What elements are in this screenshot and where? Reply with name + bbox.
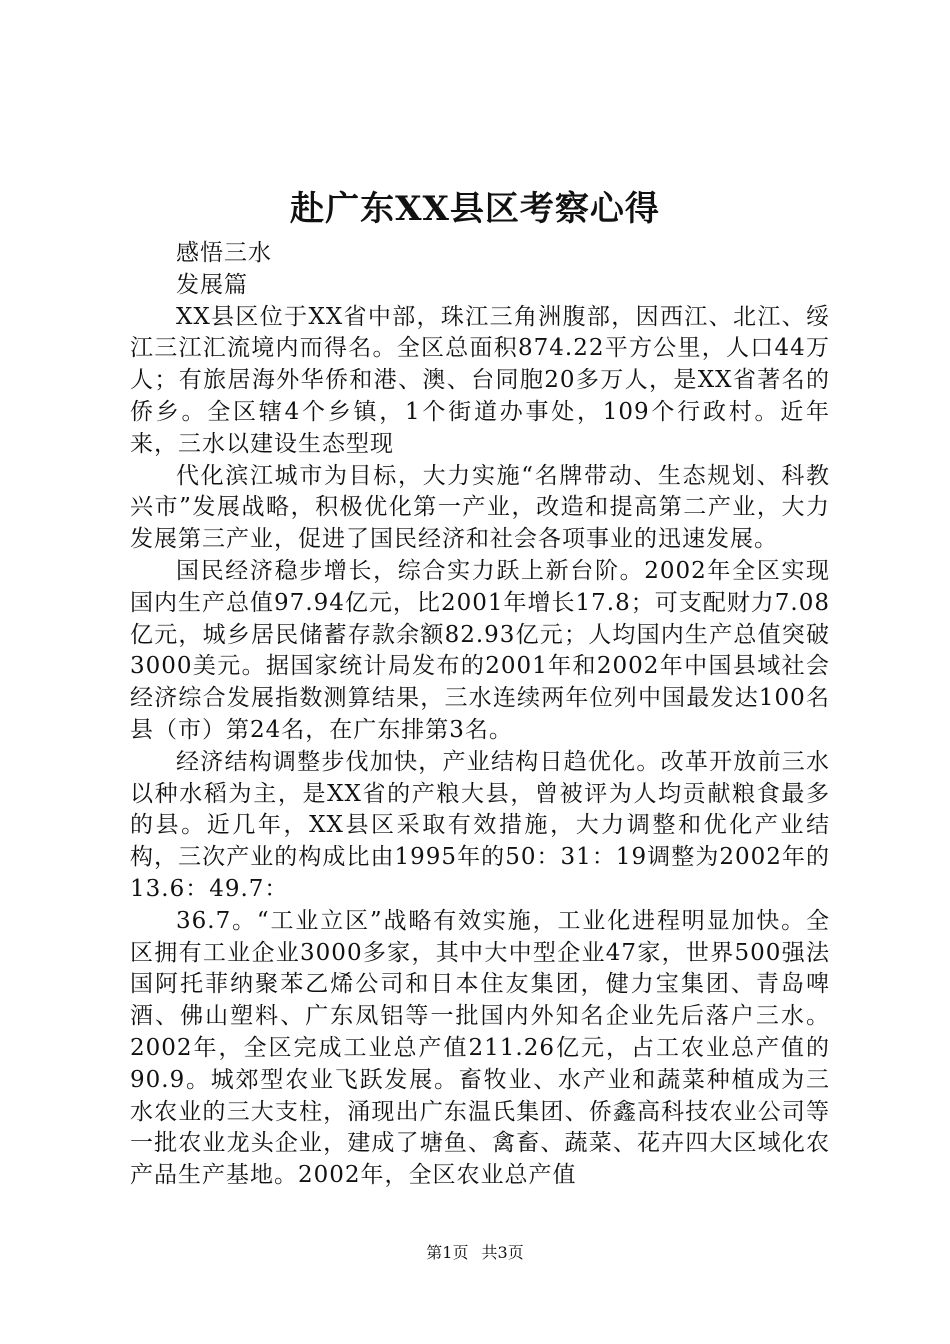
page-number: 第1页 [426, 1243, 469, 1262]
page-total: 共3页 [481, 1243, 524, 1262]
page-footer [0, 1242, 950, 1264]
paragraph: 国民经济稳步增长，综合实力跃上新台阶。2002年全区实现国内生产总值97.94亿元，比2001年增长17.8；可支配财力7.08亿元，城乡居民储蓄存款余额82.93亿元；人均国内生产总值突破3000美元。据国家统计局发布的2001年和2002年中国县域社会经济综合发展指数测算结果，三水连续两年位列中国最发达100名县（市）第24名，在广东排第3名。 [130, 557, 830, 743]
paragraph: 36.7。“工业立区”战略有效实施，工业化进程明显加快。全区拥有工业企业3000多家，其中大中型企业47家，世界500强法国阿托菲纳聚苯乙烯公司和日本住友集团，健力宝集团、青岛啤酒、佛山塑料、广东凤铝等一批国内外知名企业先后落户三水。2002年，全区完成工业总产值211.26亿元，占工农业总产值的90.9。城郊型农业飞跃发展。畜牧业、水产业和蔬菜种植成为三水农业的三大支柱，涌现出广东温氏集团、侨鑫高科技农业公司等一批农业龙头企业，建成了塘鱼、禽畜、蔬菜、花卉四大区域化农产品生产基地。2002年，全区农业总产值 [130, 907, 830, 1189]
document-body [130, 238, 830, 1192]
paragraph: 代化滨江城市为目标，大力实施“名牌带动、生态规划、科教兴市”发展战略，积极优化第一产业，改造和提高第二产业，大力发展第三产业，促进了国民经济和社会各项事业的迅速发展。 [130, 462, 830, 553]
paragraph-heading-1: 感悟三水 [176, 240, 272, 266]
document-title: 赴广东XX县区考察心得 [290, 189, 660, 229]
paragraph: 经济结构调整步伐加快，产业结构日趋优化。改革开放前三水以种水稻为主，是XX省的产粮大县，曾被评为人均贡献粮食最多的县。近几年，XX县区采取有效措施，大力调整和优化产业结构，三次产业的构成比由1995年的50：31：19调整为2002年的13.6：49.7： [130, 748, 830, 902]
paragraph-heading-2: 发展篇 [176, 271, 248, 298]
paragraph: XX县区位于XX省中部，珠江三角洲腹部，因西江、北江、绥江三江汇流境内而得名。全区总面积874.22平方公里，人口44万人；有旅居海外华侨和港、澳、台同胞20多万人，是XX省著名的侨乡。全区辖4个乡镇，1个街道办事处，109个行政村。近年来，三水以建设生态型现 [130, 303, 830, 457]
